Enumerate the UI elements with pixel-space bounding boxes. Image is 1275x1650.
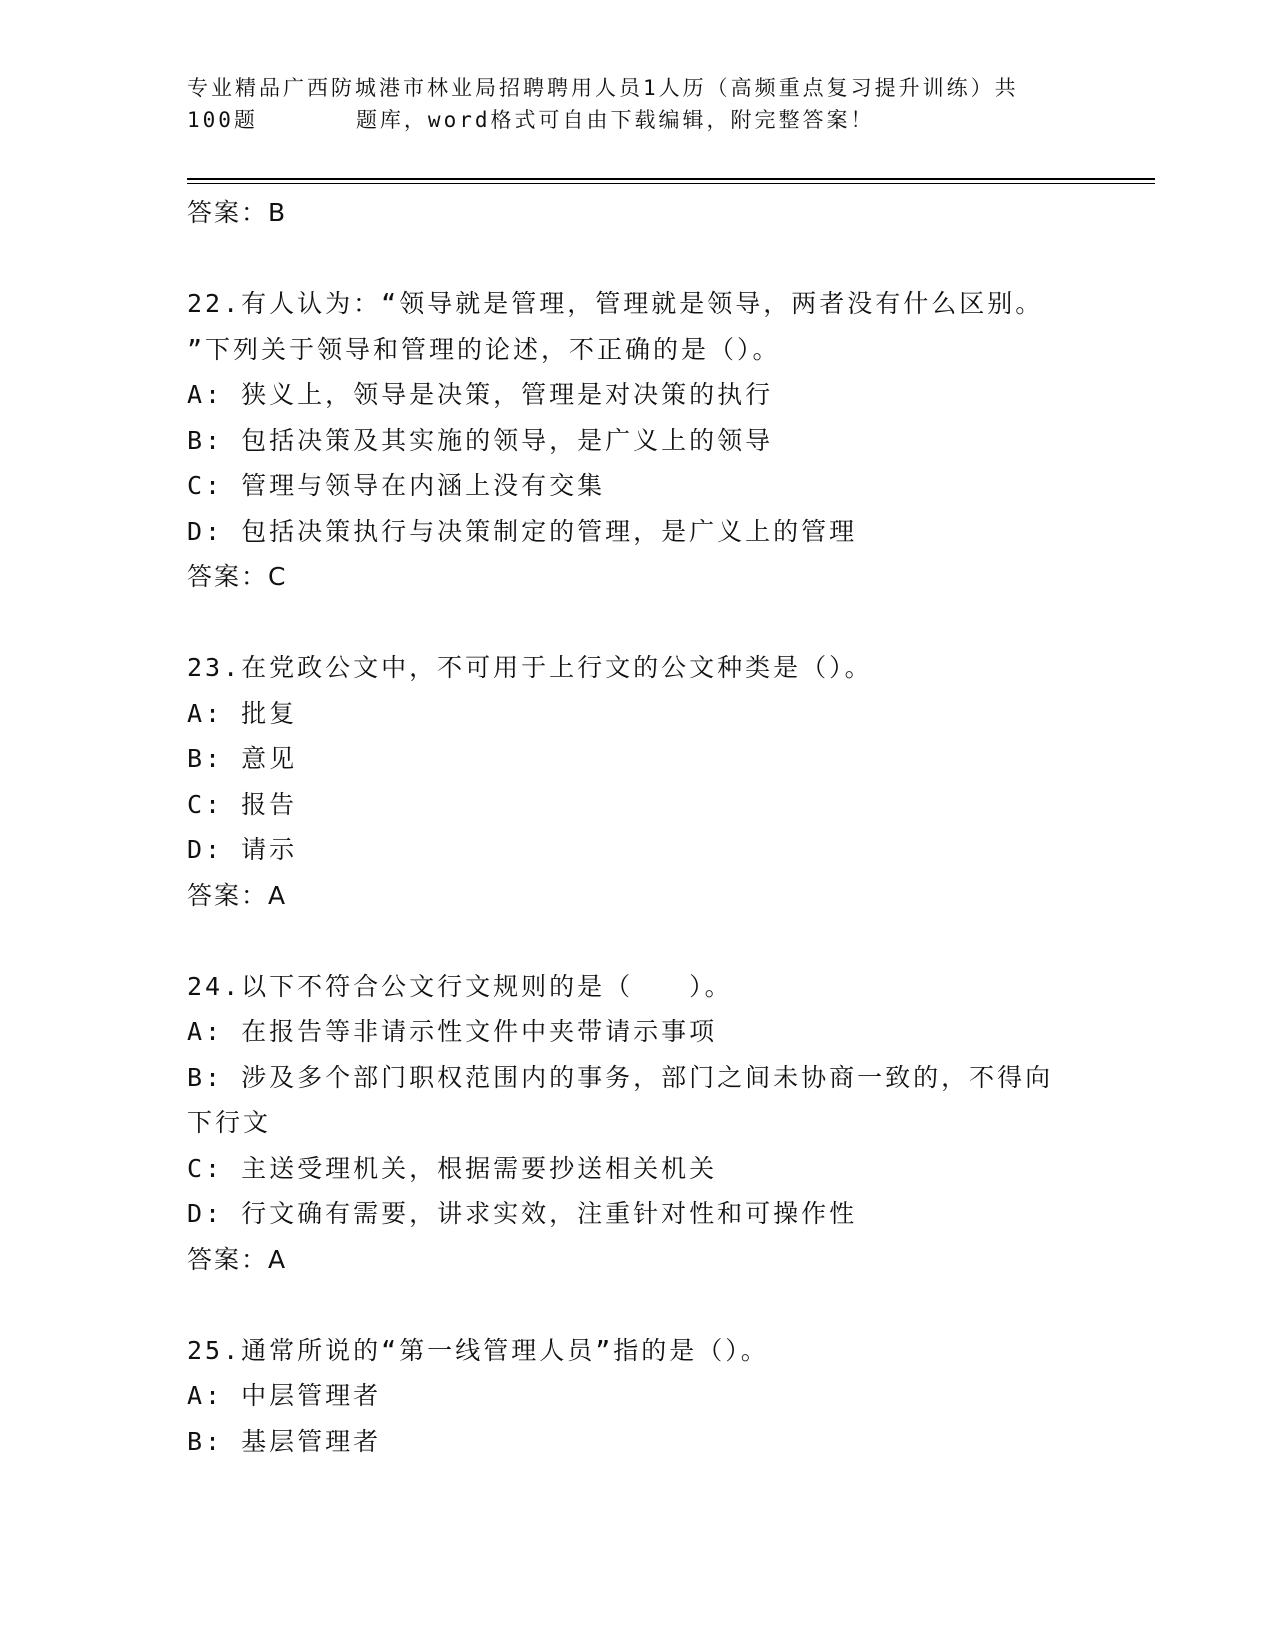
header-line-1: 专业精品广西防城港市林业局招聘聘用人员1人历（高频重点复习提升训练）共 xyxy=(187,76,1019,100)
option-b: B: 涉及多个部门职权范围内的事务，部门之间未协商一致的，不得向 xyxy=(187,1062,1054,1092)
option-c: C: 管理与领导在内涵上没有交集 xyxy=(187,471,606,500)
question-list xyxy=(187,190,1087,1464)
question-22 xyxy=(187,281,1087,600)
option-a: A: 狭义上，领导是决策，管理是对决策的执行 xyxy=(187,380,774,409)
option-b: B: 包括决策及其实施的领导，是广义上的领导 xyxy=(187,425,774,455)
option-d: D: 请示 xyxy=(187,835,298,864)
question-stem-continued: ”下列关于领导和管理的论述，不正确的是（）。 xyxy=(187,334,781,364)
question-24 xyxy=(187,964,1087,1283)
answer: 答案：A xyxy=(187,1244,288,1274)
page-header xyxy=(187,72,1087,136)
answer: 答案：C xyxy=(187,562,288,591)
question-stem: 22.有人认为：“领导就是管理，管理就是领导，两者没有什么区别。 xyxy=(187,289,1044,318)
option-b: B: 基层管理者 xyxy=(187,1426,382,1456)
option-b: B: 意见 xyxy=(187,744,298,773)
option-d: D: 行文确有需要，讲求实效，注重针对性和可操作性 xyxy=(187,1199,858,1228)
header-rule-thin xyxy=(187,183,1155,184)
answer: 答案：A xyxy=(187,880,288,910)
question-stem: 25.通常所说的“第一线管理人员”指的是（）。 xyxy=(187,1335,769,1365)
option-b-continued: 下行文 xyxy=(187,1108,272,1137)
header-rule-thick xyxy=(187,178,1155,180)
option-a: A: 中层管理者 xyxy=(187,1381,382,1410)
option-d: D: 包括决策执行与决策制定的管理，是广义上的管理 xyxy=(187,516,858,546)
option-a: A: 批复 xyxy=(187,698,298,728)
previous-answer: 答案：B xyxy=(187,198,288,227)
question-25 xyxy=(187,1328,1087,1465)
header-question-count: 100题 xyxy=(187,108,258,132)
option-c: C: 报告 xyxy=(187,789,298,819)
question-stem: 23.在党政公文中，不可用于上行文的公文种类是（）。 xyxy=(187,653,873,682)
question-23 xyxy=(187,645,1087,918)
option-a: A: 在报告等非请示性文件中夹带请示事项 xyxy=(187,1017,718,1046)
header-line-2 xyxy=(187,104,1087,136)
question-stem: 24.以下不符合公文行文规则的是（ ）。 xyxy=(187,971,733,1001)
header-description: 题库，word格式可自由下载编辑，附完整答案！ xyxy=(355,108,875,132)
option-c: C: 主送受理机关，根据需要抄送相关机关 xyxy=(187,1153,718,1183)
